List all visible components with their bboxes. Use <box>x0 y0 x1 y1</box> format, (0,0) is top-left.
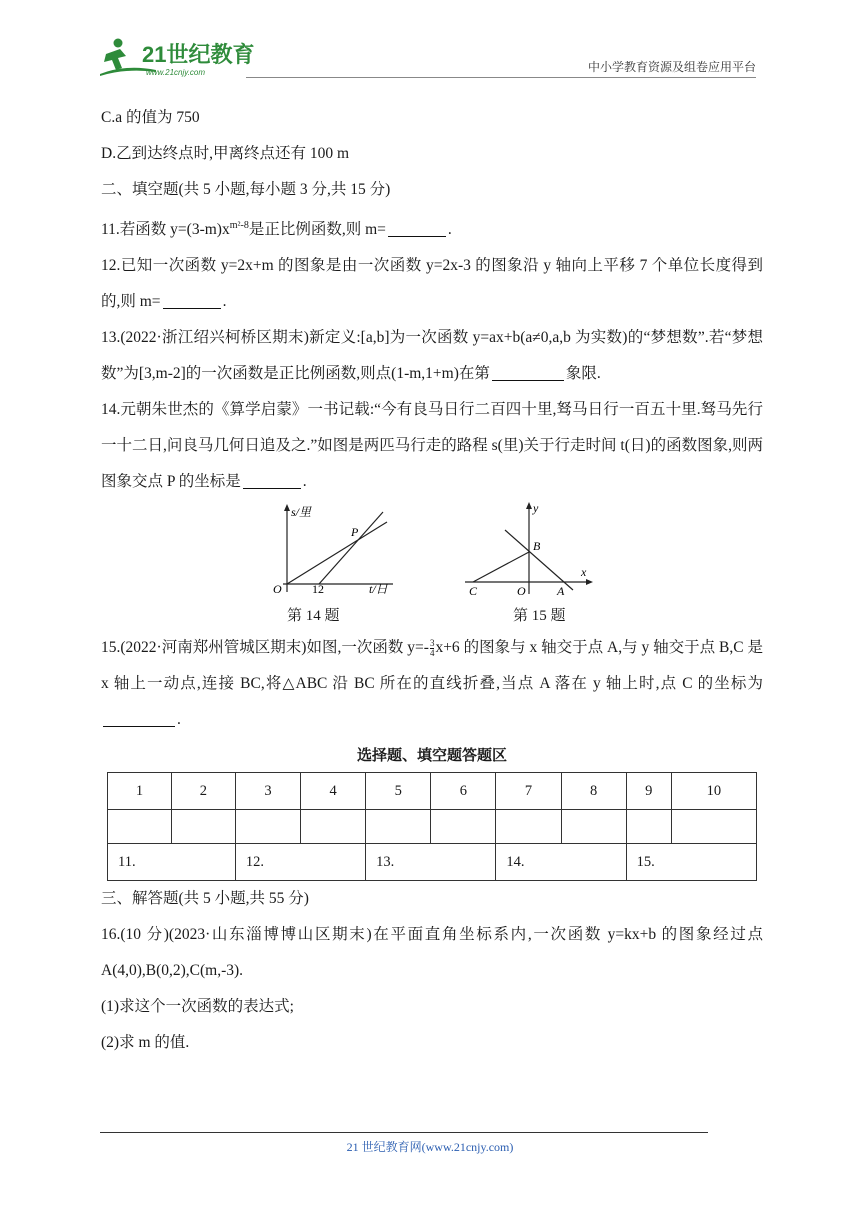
fig15-x-label: x <box>581 565 587 580</box>
question-15 <box>101 630 763 738</box>
question-16-part-2: (2)求 m 的值. <box>101 1034 190 1052</box>
answer-area-title: 选择题、填空题答题区 <box>356 747 507 765</box>
question-14 <box>101 392 763 500</box>
answer-number-cell: 9 <box>626 773 671 810</box>
fig14-point-p: P <box>351 525 359 540</box>
q12-blank[interactable] <box>163 292 221 309</box>
option-c: C.a 的值为 750 <box>101 109 200 126</box>
q13-end: 象限. <box>565 365 601 383</box>
figures-row <box>101 500 763 626</box>
figure-14-caption: 第 14 题 <box>287 608 340 625</box>
answer-number-cell: 5 <box>366 773 431 810</box>
q15-blank[interactable] <box>103 710 175 727</box>
page-content <box>101 100 763 1061</box>
fig14-line-fast <box>319 512 383 584</box>
answer-cell-5[interactable] <box>366 810 431 844</box>
answer-number-cell: 7 <box>496 773 561 810</box>
answer-cell-8[interactable] <box>561 810 626 844</box>
figure-15 <box>463 500 595 596</box>
q11-end: . <box>447 221 452 239</box>
fig15-point-a: A <box>557 584 565 597</box>
section-3-heading: 三、解答题(共 5 小题,共 55 分) <box>101 890 309 908</box>
question-12 <box>101 248 763 320</box>
option-d: D.乙到达终点时,甲离终点还有 100 m <box>101 145 350 162</box>
fill-answer-cell-12[interactable]: 12. <box>235 844 365 881</box>
answer-cell-7[interactable] <box>496 810 561 844</box>
question-16: 16.(10 分)(2023·山东淄博博山区期末)在平面直角坐标系内,一次函数 y=kx+b 的图象经过点 A(4,0),B(0,2),C(m,-3). <box>101 926 763 980</box>
q15-denominator: 4 <box>429 648 435 659</box>
q11-blank[interactable] <box>388 220 446 237</box>
q12-end: . <box>222 293 227 311</box>
answer-number-cell: 8 <box>561 773 626 810</box>
question-16-part-1: (1)求这个一次函数的表达式; <box>101 998 294 1016</box>
q13-blank[interactable] <box>492 364 564 381</box>
answer-number-cell: 10 <box>671 773 756 810</box>
q15-numerator: 3 <box>429 638 435 649</box>
q15-text-a: 15.(2022·河南郑州管城区期末)如图,一次函数 y=- <box>101 639 429 657</box>
q14-text: 14.元朝朱世杰的《算学启蒙》一书记载:“今有良马日行二百四十里,驽马日行一百五十里.驽马先行一十二日,问良马几何日追及之.”如图是两匹马行走的路程 s(里)关于行走时间 t(日)的函数图象,则两图象交点 P 的坐标是 <box>101 401 763 491</box>
logo-text: 21世纪教育 <box>142 42 255 67</box>
fig14-y-label: s/里 <box>291 505 312 520</box>
answer-number-cell: 6 <box>431 773 496 810</box>
question-11 <box>101 208 763 248</box>
answer-table <box>107 772 757 881</box>
fig15-segment-cb <box>473 552 529 582</box>
fig15-point-b: B <box>533 539 541 554</box>
site-logo <box>96 34 296 80</box>
footer-divider <box>100 1132 708 1133</box>
fig15-origin: O <box>517 584 526 597</box>
fill-answer-row <box>108 844 757 881</box>
fig14-y-arrow <box>284 504 290 511</box>
answer-cell-3[interactable] <box>235 810 300 844</box>
answer-number-cell: 2 <box>171 773 235 810</box>
fig14-x-label: t/日 <box>369 582 388 595</box>
fig14-origin: O <box>273 582 282 595</box>
answer-number-row <box>108 773 757 810</box>
fig15-x-arrow <box>586 579 593 585</box>
fill-answer-cell-15[interactable]: 15. <box>626 844 756 881</box>
section-2-heading: 二、填空题(共 5 小题,每小题 3 分,共 15 分) <box>101 181 391 198</box>
answer-number-cell: 3 <box>235 773 300 810</box>
fig15-point-c: C <box>469 584 478 597</box>
answer-cell-1[interactable] <box>108 810 172 844</box>
q11-text-a: 11.若函数 y=(3-m)x <box>101 221 230 239</box>
answer-cell-4[interactable] <box>301 810 366 844</box>
fill-answer-cell-14[interactable]: 14. <box>496 844 626 881</box>
fig14-line-slow <box>287 522 387 584</box>
footer-link[interactable]: 21 世纪教育网(www.21cnjy.com) <box>346 1140 514 1154</box>
answer-number-cell: 4 <box>301 773 366 810</box>
q12-text: 12.已知一次函数 y=2x+m 的图象是由一次函数 y=2x-3 的图象沿 y 轴向上平移 7 个单位长度得到的,则 m= <box>101 257 763 311</box>
fig14-tick-12: 12 <box>312 582 324 595</box>
question-13 <box>101 320 763 392</box>
fill-answer-cell-13[interactable]: 13. <box>366 844 496 881</box>
page-header <box>96 34 756 80</box>
q13-text: 13.(2022·浙江绍兴柯桥区期末)新定义:[a,b]为一次函数 y=ax+b(a≠0,a,b 为实数)的“梦想数”.若“梦想数”为[3,m-2]的一次函数是正比例函数,则点(1-m,1+m)在第 <box>101 329 763 383</box>
q15-text-b: x+6 的图象与 x 轴交于点 A,与 y 轴交于点 B,C 是 x 轴上一动点,连接 BC,将△ABC 沿 BC 所在的直线折叠,当点 A 落在 y 轴上时,点 C 的坐标为 <box>101 639 763 693</box>
answer-cell-6[interactable] <box>431 810 496 844</box>
figure-14 <box>271 502 399 594</box>
q11-exponent: m²-8 <box>229 220 249 231</box>
answer-cell-10[interactable] <box>671 810 756 844</box>
fig15-y-label: y <box>533 501 539 516</box>
figure-15-caption: 第 15 题 <box>513 608 566 625</box>
answer-number-cell: 1 <box>108 773 172 810</box>
fill-answer-cell-11[interactable]: 11. <box>108 844 236 881</box>
fig15-y-arrow <box>526 502 532 509</box>
answer-cell-9[interactable] <box>626 810 671 844</box>
q15-fraction <box>430 639 435 658</box>
q14-blank[interactable] <box>243 472 301 489</box>
logo-url: www.21cnjy.com <box>146 68 205 77</box>
answer-input-row <box>108 810 757 844</box>
q11-text-b: 是正比例函数,则 m= <box>248 221 386 239</box>
q14-end: . <box>302 473 307 491</box>
q15-end: . <box>177 711 181 729</box>
site-name: 中小学教育资源及组卷应用平台 <box>587 60 756 74</box>
header-divider <box>246 77 756 78</box>
answer-cell-2[interactable] <box>171 810 235 844</box>
